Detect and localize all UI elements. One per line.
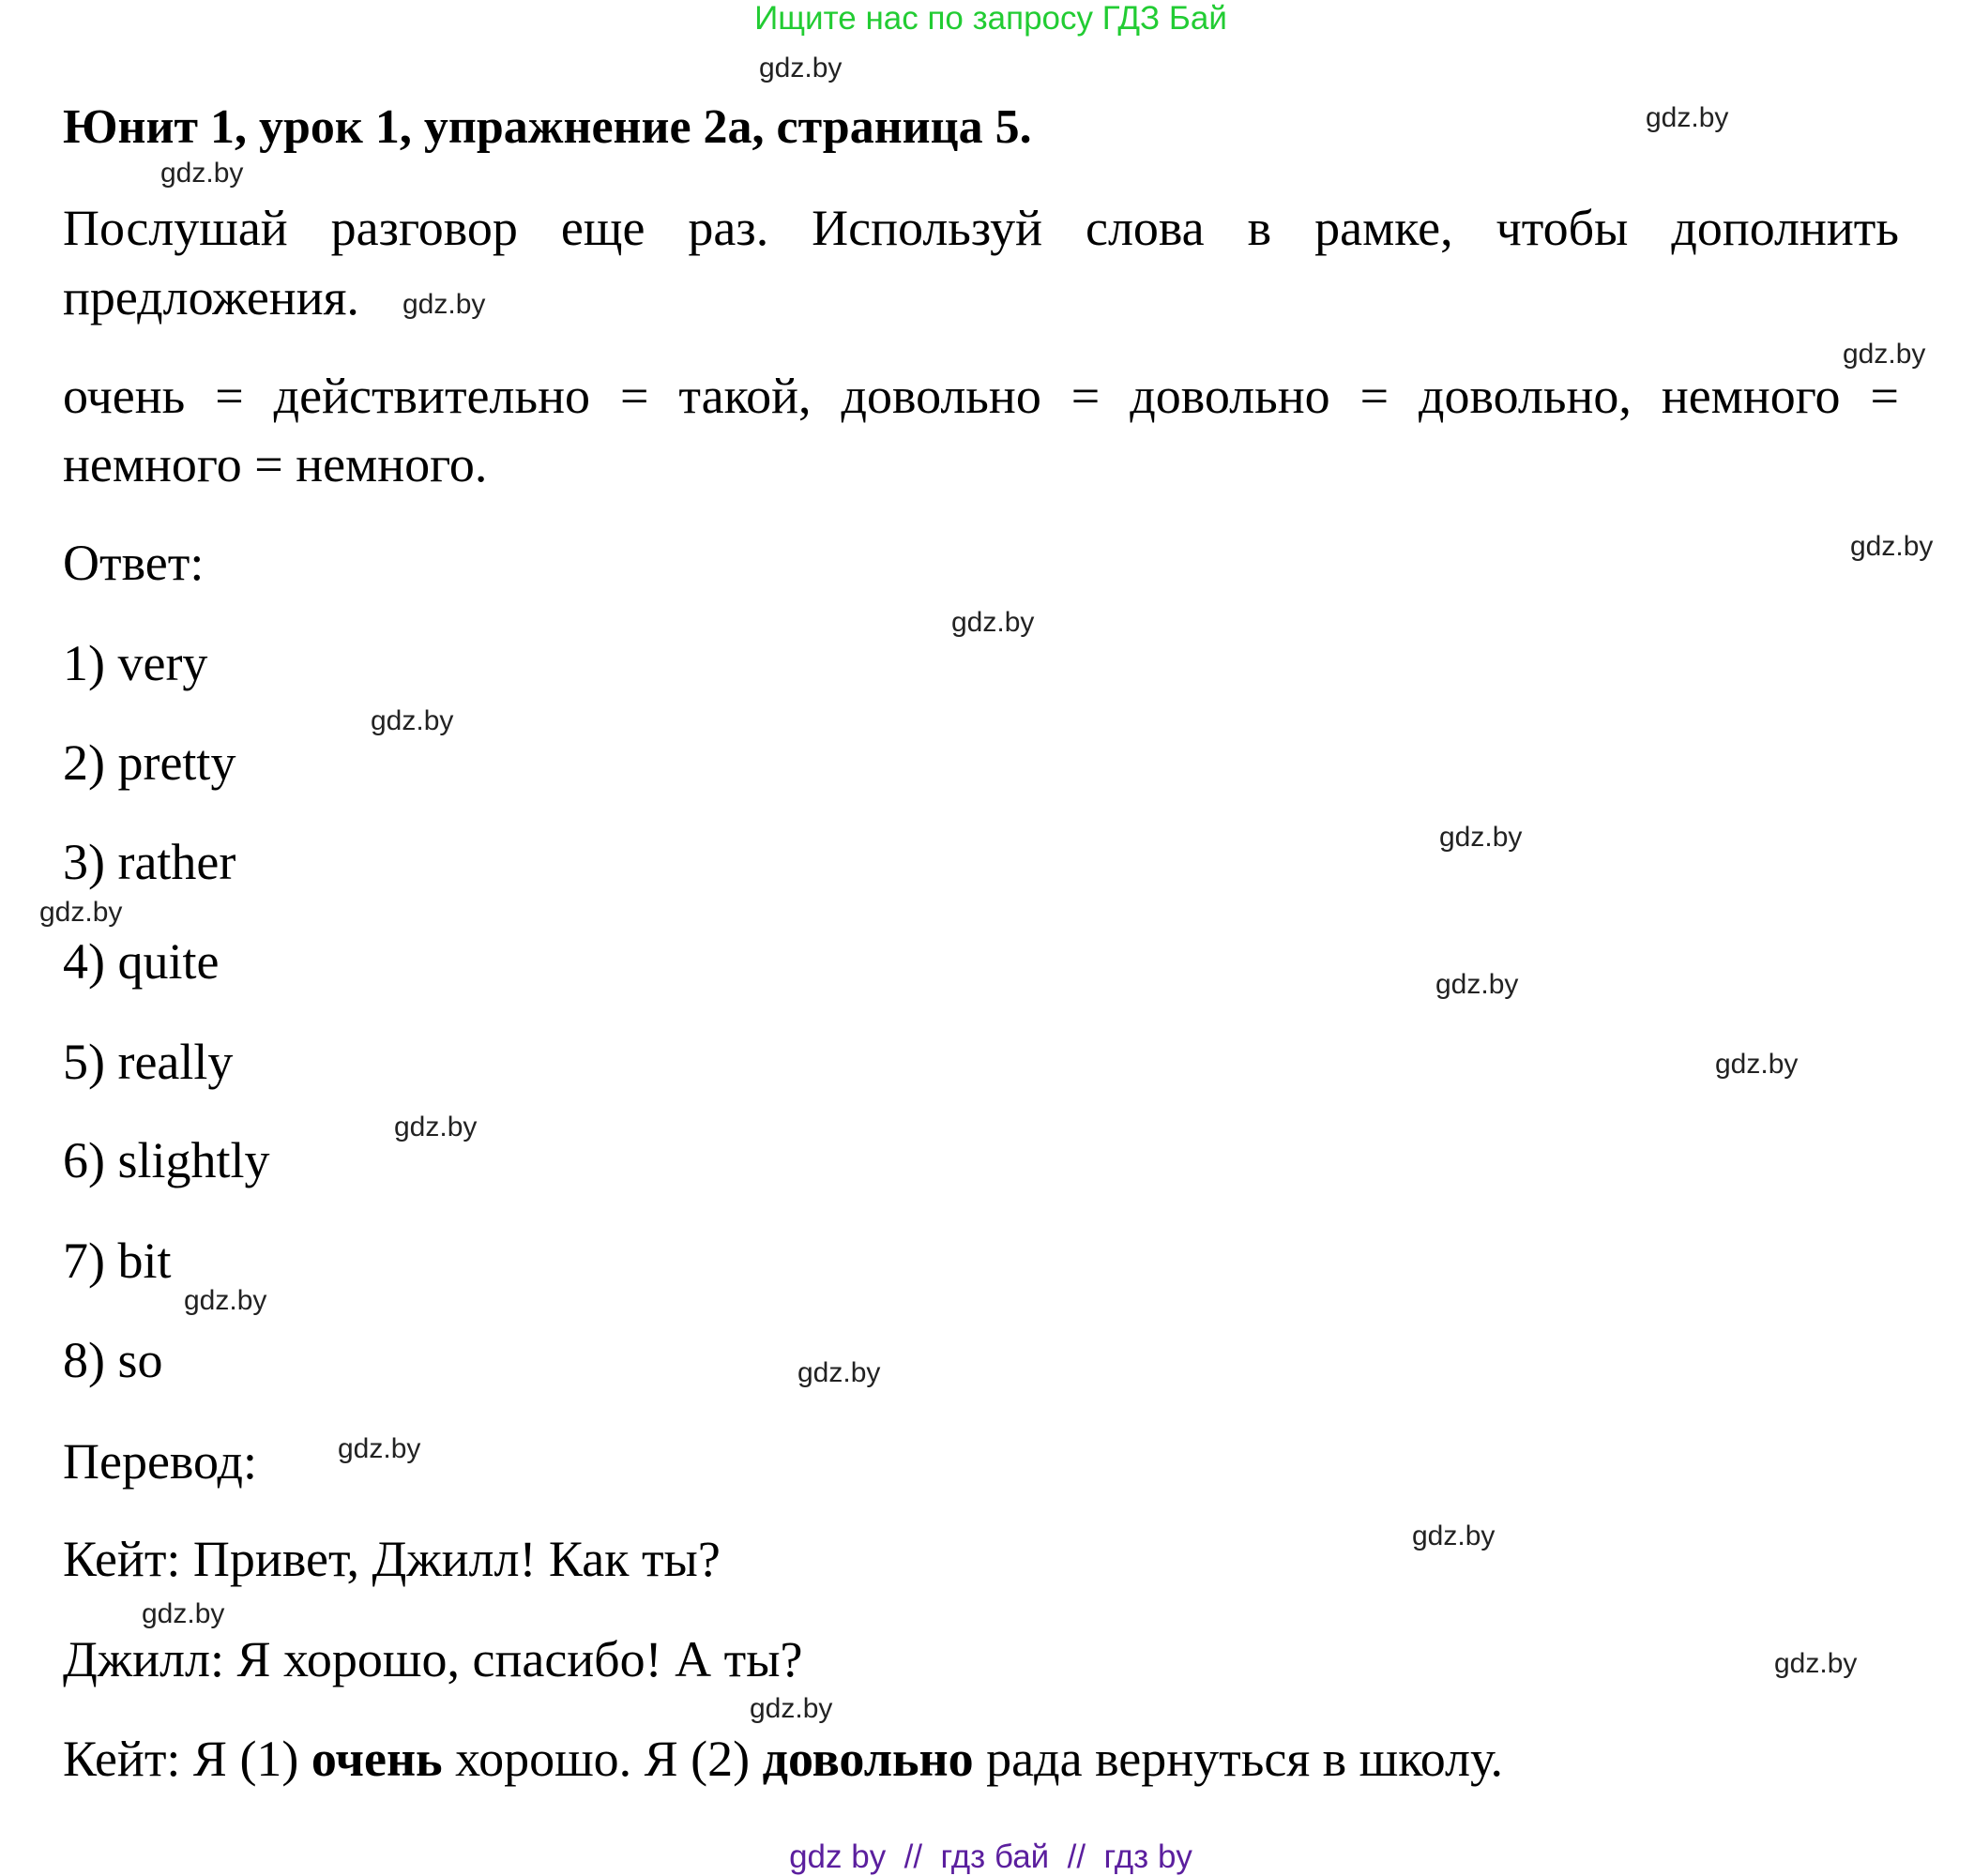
watermark: gdz.by bbox=[1774, 1648, 1858, 1679]
watermark: gdz.by bbox=[142, 1598, 225, 1629]
bold-answer: довольно bbox=[762, 1731, 974, 1787]
dialogue-line: Джилл: Я хорошо, спасибо! А ты? bbox=[63, 1631, 803, 1687]
watermark: gdz.by bbox=[1850, 531, 1934, 562]
watermark: gdz.by bbox=[1646, 102, 1729, 133]
word-box-line-2: немного = немного. bbox=[63, 436, 488, 492]
bold-answer: очень bbox=[311, 1731, 443, 1787]
word-box-line-1: очень = действительно = такой, довольно = довольно = довольно, немного = bbox=[63, 368, 1899, 424]
answer-item: 7) bit bbox=[63, 1233, 172, 1289]
watermark: gdz.by bbox=[1843, 339, 1926, 370]
watermark: gdz.by bbox=[160, 158, 244, 189]
text: рада вернуться в школу. bbox=[973, 1731, 1504, 1787]
watermark: gdz.by bbox=[750, 1693, 833, 1724]
answer-item: 1) very bbox=[63, 635, 208, 691]
dialogue-line bbox=[63, 1727, 1503, 1791]
translation-label: Перевод: bbox=[63, 1433, 257, 1490]
watermark: gdz.by bbox=[1435, 969, 1519, 1000]
watermark: gdz.by bbox=[394, 1112, 478, 1142]
watermark: gdz.by bbox=[759, 53, 843, 83]
instruction-line-2: предложения. bbox=[63, 269, 359, 325]
watermark: gdz.by bbox=[338, 1433, 421, 1464]
instruction-line-1: Послушай разговор еще раз. Используй слова в рамке, чтобы дополнить bbox=[63, 200, 1899, 256]
answer-item: 6) slightly bbox=[63, 1132, 270, 1188]
watermark: gdz.by bbox=[1412, 1520, 1496, 1551]
watermark: gdz.by bbox=[402, 289, 486, 320]
watermark: gdz.by bbox=[1439, 822, 1523, 853]
watermark: gdz.by bbox=[797, 1357, 881, 1388]
answer-item: 8) so bbox=[63, 1332, 163, 1388]
text: хорошо. Я (2) bbox=[442, 1731, 763, 1787]
dialogue-line: Кейт: Привет, Джилл! Как ты? bbox=[63, 1531, 721, 1587]
search-banner: Ищите нас по запросу ГДЗ Бай bbox=[754, 0, 1227, 37]
answer-label: Ответ: bbox=[63, 535, 205, 591]
text: Кейт: Я (1) bbox=[63, 1731, 311, 1787]
answer-item: 5) really bbox=[63, 1034, 234, 1090]
answer-item: 3) rather bbox=[63, 834, 236, 890]
answer-item: 2) pretty bbox=[63, 734, 236, 791]
watermark: gdz.by bbox=[39, 897, 123, 928]
watermark: gdz.by bbox=[184, 1285, 267, 1316]
answer-item: 4) quite bbox=[63, 933, 220, 990]
page-title: Юнит 1, урок 1, упражнение 2а, страница 5. bbox=[63, 100, 1032, 154]
watermark: gdz.by bbox=[951, 607, 1035, 638]
watermark: gdz.by bbox=[1715, 1049, 1799, 1080]
watermark: gdz.by bbox=[371, 705, 454, 736]
footer-links[interactable]: gdz by // гдз бай // гдз by bbox=[789, 1838, 1192, 1875]
